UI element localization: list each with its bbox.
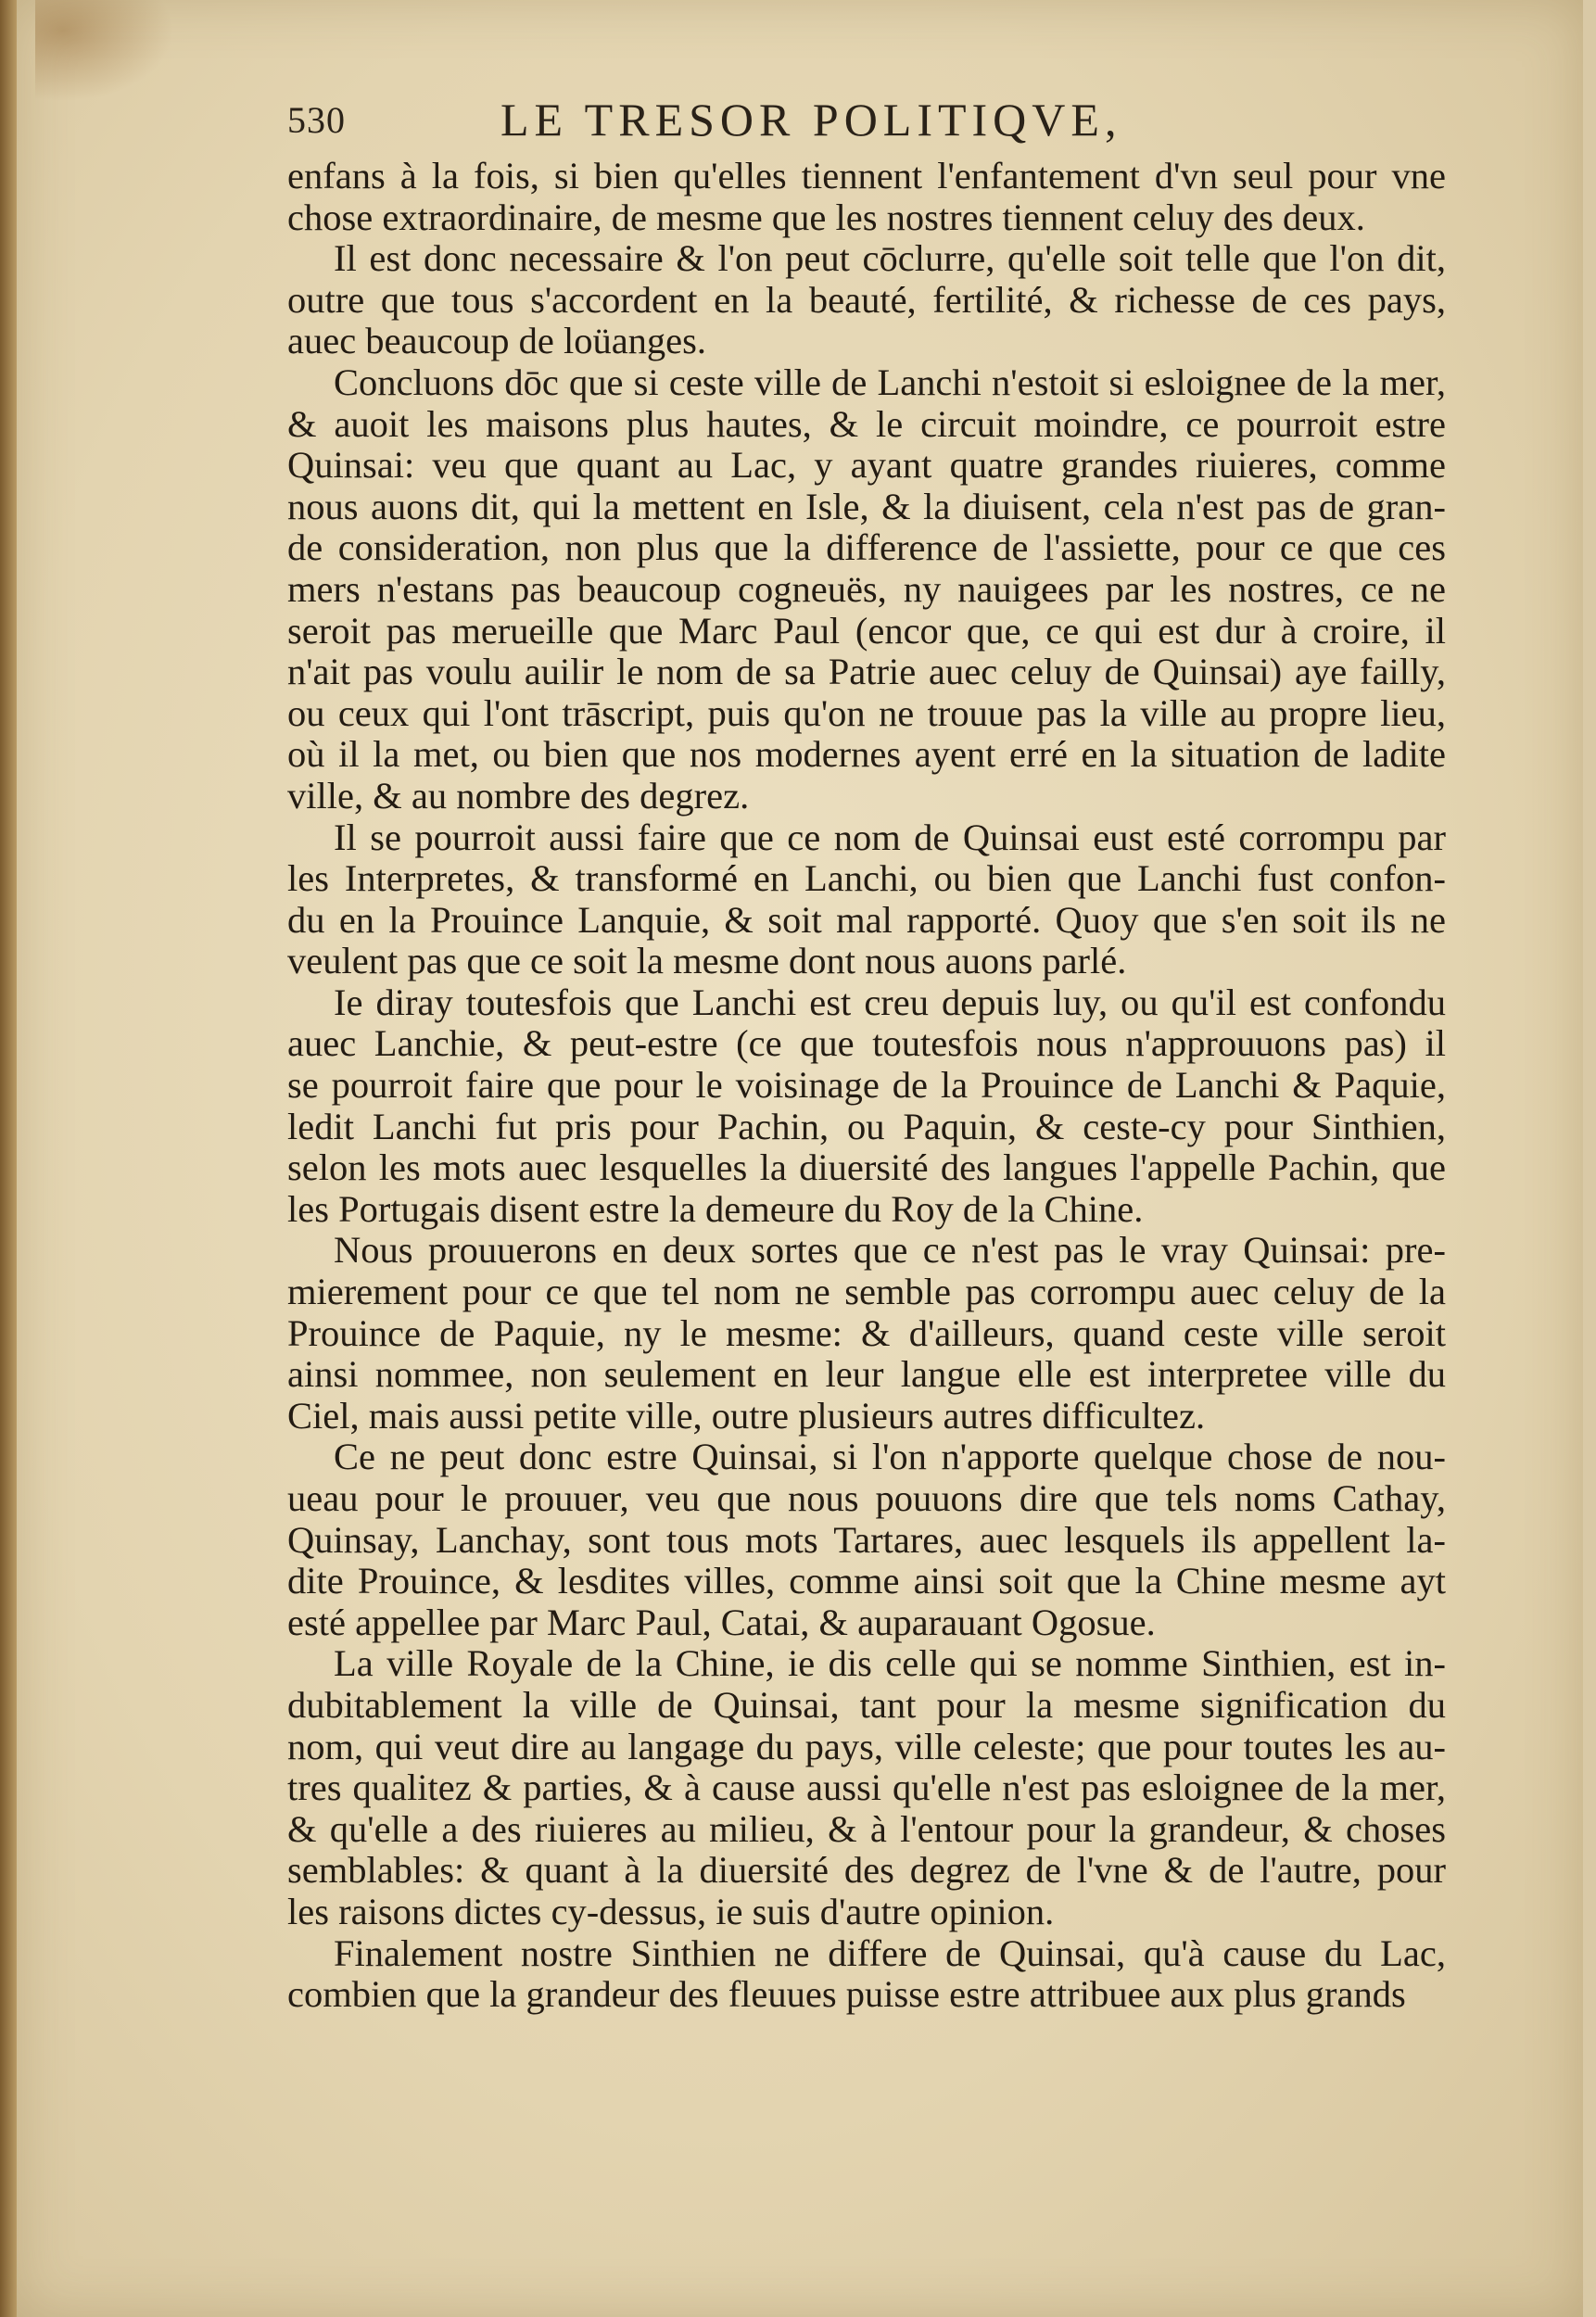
- text-line: les Interpretes, & transformé en Lanchi, ou bien que Lanchi fust confon-: [287, 858, 1446, 900]
- text-line: Il est donc necessaire & l'on peut cōclurre, qu'elle soit telle que l'on dit,: [334, 238, 1446, 280]
- text-line: nom, qui veut dire au langage du pays, ville celeste; que pour toutes les au-: [287, 1726, 1446, 1767]
- page-header: [287, 85, 1446, 159]
- page-number: 530: [287, 99, 346, 141]
- text-line: dubitablement la ville de Quinsai, tant pour la mesme signification du: [287, 1684, 1446, 1726]
- text-line: où il la met, ou bien que nos modernes ayent erré en la situation de ladite: [287, 734, 1446, 776]
- text-line: auec beaucoup de loüanges.: [287, 321, 707, 362]
- text-line: Concluons dōc que si ceste ville de Lanchi n'estoit si esloignee de la mer,: [334, 361, 1446, 403]
- text-line: auec Lanchie, & peut-estre (ce que toutesfois nous n'approuuons pas) il: [287, 1023, 1446, 1065]
- text-line: ainsi nommee, non seulement en leur langue elle est interpretee ville du: [287, 1354, 1446, 1396]
- text-line: mierement pour ce que tel nom ne semble pas corrompu auec celuy de la: [287, 1272, 1446, 1313]
- text-line: dite Prouince, & lesdites villes, comme ainsi soit que la Chine mesme ayt: [287, 1561, 1446, 1602]
- text-line: La ville Royale de la Chine, ie dis celle qui se nomme Sinthien, est in-: [334, 1643, 1446, 1685]
- text-line: du en la Prouince Lanquie, & soit mal rapporté. Quoy que s'en soit ils ne: [287, 899, 1446, 941]
- text-line: chose extraordinaire, de mesme que les nostres tiennent celuy des deux.: [287, 196, 1365, 238]
- text-line: les raisons dictes cy-dessus, ie suis d'autre opinion.: [287, 1891, 1055, 1932]
- text-line: semblables: & quant à la diuersité des degrez de l'vne & de l'autre, pour: [287, 1850, 1446, 1892]
- text-line: tres qualitez & parties, & à cause aussi qu'elle n'est pas esloignee de la mer,: [287, 1767, 1446, 1809]
- paper-stain: [35, 0, 174, 102]
- text-line: Il se pourroit aussi faire que ce nom de Quinsai eust esté corrompu par: [334, 817, 1446, 858]
- text-line: ledit Lanchi fut pris pour Pachin, ou Paquin, & ceste-cy pour Sinthien,: [287, 1106, 1446, 1147]
- book-spine: [0, 0, 17, 2317]
- text-line: Ce ne peut donc estre Quinsai, si l'on n'apporte quelque chose de nou-: [334, 1437, 1446, 1478]
- text-line: les Portugais disent estre la demeure du Roy de la Chine.: [287, 1188, 1144, 1230]
- text-line: & auoit les maisons plus hautes, & le circuit moindre, ce pourroit estre: [287, 403, 1446, 445]
- text-line: Ciel, mais aussi petite ville, outre plusieurs autres difficultez.: [287, 1395, 1206, 1437]
- text-line: n'ait pas voulu auilir le nom de sa Patrie auec celuy de Quinsai) aye failly,: [287, 652, 1446, 693]
- text-line: Nous prouuerons en deux sortes que ce n'est pas le vray Quinsai: pre-: [334, 1230, 1446, 1272]
- text-line: de consideration, non plus que la difference de l'assiette, pour ce que ces: [287, 527, 1446, 569]
- text-line: Quinsay, Lanchay, sont tous mots Tartares, auec lesquels ils appellent la-: [287, 1519, 1446, 1561]
- text-line: ueau pour le prouuer, veu que nous pouuons dire que tels noms Cathay,: [287, 1478, 1446, 1519]
- text-line: outre que tous s'accordent en la beauté, fertilité, & richesse de ces pays,: [287, 279, 1446, 321]
- text-line: se pourroit faire que pour le voisinage de la Prouince de Lanchi & Paquie,: [287, 1065, 1446, 1107]
- text-line: selon les mots auec lesquelles la diuersité des langues l'appelle Pachin, que: [287, 1147, 1446, 1189]
- body-text: [287, 156, 1446, 2016]
- text-line: Finalement nostre Sinthien ne differe de Quinsai, qu'à cause du Lac,: [334, 1932, 1446, 1974]
- text-line: mers n'estans pas beaucoup cogneuës, ny nauigees par les nostres, ce ne: [287, 568, 1446, 610]
- text-line: combien que la grandeur des fleuues puisse estre attribuee aux plus grands: [287, 1974, 1406, 2016]
- text-line: nous auons dit, qui la mettent en Isle, & la diuisent, cela n'est pas de gran-: [287, 486, 1446, 527]
- text-line: seroit pas merueille que Marc Paul (encor que, ce qui est dur à croire, il: [287, 610, 1446, 652]
- text-line: esté appellee par Marc Paul, Catai, & auparauant Ogosue.: [287, 1602, 1156, 1643]
- text-line: ou ceux qui l'ont trāscript, puis qu'on ne trouue pas la ville au propre lieu,: [287, 692, 1446, 734]
- text-line: enfans à la fois, si bien qu'elles tiennent l'enfantement d'vn seul pour vne: [287, 156, 1446, 196]
- text-line: & qu'elle a des riuieres au milieu, & à l'entour pour la grandeur, & choses: [287, 1808, 1446, 1850]
- text-line: veulent pas que ce soit la mesme dont nous auons parlé.: [287, 941, 1127, 982]
- running-title: LE TRESOR POLITIQVE,: [500, 94, 1122, 146]
- text-line: Ie diray toutesfois que Lanchi est creu depuis luy, ou qu'il est confondu: [334, 981, 1446, 1023]
- text-line: Quinsai: veu que quant au Lac, y ayant quatre grandes riuieres, comme: [287, 445, 1446, 487]
- text-line: Prouince de Paquie, ny le mesme: & d'ailleurs, quand ceste ville seroit: [287, 1312, 1446, 1354]
- text-line: ville, & au nombre des degrez.: [287, 775, 750, 817]
